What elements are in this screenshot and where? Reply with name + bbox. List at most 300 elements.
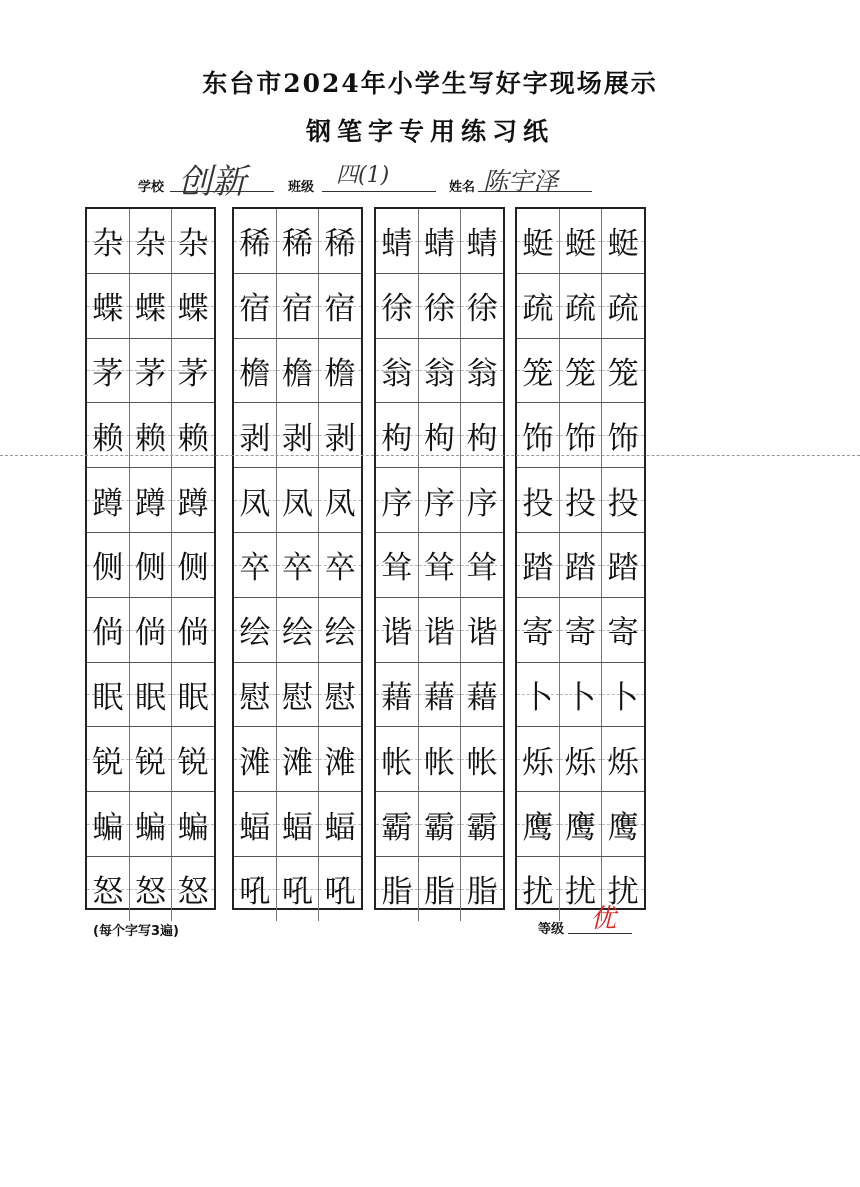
practice-character: 檐 — [239, 355, 271, 392]
practice-character: 宿 — [239, 291, 271, 328]
practice-character: 扰 — [522, 874, 554, 911]
practice-row — [234, 274, 361, 339]
practice-cell — [560, 468, 603, 532]
practice-cell — [87, 468, 130, 532]
practice-cell — [517, 598, 560, 662]
practice-character: 帐 — [424, 744, 455, 781]
practice-cell — [560, 339, 603, 403]
practice-cell — [130, 274, 173, 338]
practice-row — [234, 533, 361, 598]
practice-character: 鹰 — [522, 809, 554, 846]
practice-character: 卜 — [565, 679, 596, 716]
practice-cell — [130, 857, 173, 921]
practice-cell — [560, 533, 603, 597]
practice-character: 蝙 — [92, 809, 124, 846]
practice-cell — [461, 857, 503, 921]
practice-cell — [277, 663, 320, 727]
grade-value: 优 — [590, 904, 617, 934]
practice-character: 耸 — [466, 550, 498, 587]
practice-character: 侧 — [177, 550, 209, 587]
practice-character: 蹲 — [177, 485, 209, 522]
practice-cell — [419, 209, 462, 273]
practice-character: 烁 — [565, 744, 596, 781]
practice-row — [517, 403, 644, 468]
practice-cell — [87, 339, 130, 403]
practice-cell — [130, 403, 173, 467]
practice-row — [87, 792, 214, 857]
practice-character: 吼 — [239, 874, 271, 911]
practice-cell — [130, 468, 173, 532]
practice-cell — [87, 727, 130, 791]
practice-cell — [376, 274, 419, 338]
practice-cell — [517, 663, 560, 727]
practice-character: 脂 — [424, 874, 455, 911]
practice-cell — [560, 598, 603, 662]
practice-cell — [602, 533, 644, 597]
practice-cell — [87, 792, 130, 856]
practice-cell — [234, 468, 277, 532]
name-label: 姓名 — [449, 180, 476, 195]
practice-character: 杂 — [177, 226, 209, 263]
practice-cell — [319, 727, 361, 791]
practice-cell — [319, 468, 361, 532]
page-title: 东台市2024年小学生写好字现场展示 — [202, 69, 658, 98]
practice-cell — [277, 857, 320, 921]
practice-row — [234, 339, 361, 404]
practice-cell — [87, 533, 130, 597]
practice-character: 霸 — [424, 809, 455, 846]
practice-row — [517, 663, 644, 728]
practice-character: 疏 — [565, 291, 596, 328]
practice-cell — [130, 533, 173, 597]
practice-character: 慰 — [239, 679, 271, 716]
practice-row — [517, 727, 644, 792]
practice-row — [517, 274, 644, 339]
practice-character: 翁 — [381, 355, 413, 392]
practice-character: 倘 — [135, 615, 166, 652]
practice-character: 扰 — [565, 874, 596, 911]
practice-character: 序 — [381, 485, 413, 522]
practice-row — [376, 533, 503, 598]
practice-character: 序 — [424, 485, 455, 522]
practice-cell — [602, 857, 644, 921]
practice-cell — [277, 209, 320, 273]
practice-cell — [419, 663, 462, 727]
class-label: 班级 — [288, 180, 315, 195]
practice-cell — [602, 727, 644, 791]
practice-character: 茅 — [177, 355, 209, 392]
practice-cell — [461, 274, 503, 338]
practice-row — [376, 274, 503, 339]
practice-row — [234, 209, 361, 274]
practice-cell — [461, 339, 503, 403]
practice-row — [517, 533, 644, 598]
practice-row — [87, 468, 214, 533]
practice-cell — [517, 533, 560, 597]
practice-cell — [172, 857, 214, 921]
practice-character: 徐 — [381, 291, 413, 328]
practice-row — [517, 598, 644, 663]
practice-character: 蹲 — [92, 485, 124, 522]
practice-row — [87, 598, 214, 663]
practice-cell — [234, 339, 277, 403]
practice-character: 眠 — [177, 679, 209, 716]
practice-character: 蝙 — [177, 809, 209, 846]
practice-row — [517, 857, 644, 921]
practice-character: 滩 — [282, 744, 313, 781]
practice-column — [515, 207, 646, 910]
practice-cell — [602, 468, 644, 532]
practice-column — [374, 207, 505, 910]
practice-character: 檐 — [324, 355, 356, 392]
practice-cell — [234, 533, 277, 597]
practice-character: 倘 — [92, 615, 124, 652]
practice-cell — [277, 403, 320, 467]
practice-character: 投 — [522, 485, 554, 522]
practice-character: 帐 — [381, 744, 413, 781]
practice-cell — [602, 663, 644, 727]
practice-row — [517, 339, 644, 404]
practice-character: 蜻 — [424, 226, 455, 263]
practice-row — [87, 403, 214, 468]
practice-row — [87, 857, 214, 921]
school-value: 创新 — [178, 162, 246, 202]
practice-character: 投 — [565, 485, 596, 522]
practice-row — [376, 663, 503, 728]
practice-character: 锐 — [92, 744, 124, 781]
practice-cell — [517, 727, 560, 791]
practice-cell — [234, 727, 277, 791]
practice-row — [234, 727, 361, 792]
practice-cell — [419, 403, 462, 467]
practice-row — [234, 792, 361, 857]
practice-cell — [87, 274, 130, 338]
practice-cell — [461, 663, 503, 727]
practice-row — [87, 533, 214, 598]
practice-cell — [319, 533, 361, 597]
practice-character: 赖 — [92, 420, 124, 457]
practice-character: 蝶 — [177, 291, 209, 328]
practice-cell — [172, 403, 214, 467]
practice-cell — [234, 209, 277, 273]
practice-row — [376, 468, 503, 533]
practice-character: 卒 — [239, 550, 271, 587]
practice-row — [234, 663, 361, 728]
practice-cell — [376, 533, 419, 597]
practice-character: 侧 — [135, 550, 166, 587]
practice-character: 谐 — [424, 615, 455, 652]
practice-character: 怒 — [135, 874, 166, 911]
practice-cell — [277, 339, 320, 403]
practice-cell — [419, 468, 462, 532]
practice-cell — [130, 339, 173, 403]
practice-cell — [277, 598, 320, 662]
practice-character: 踏 — [522, 550, 554, 587]
practice-cell — [602, 274, 644, 338]
practice-cell — [602, 403, 644, 467]
practice-cell — [376, 598, 419, 662]
practice-character: 倘 — [177, 615, 209, 652]
practice-cell — [172, 339, 214, 403]
practice-cell — [277, 274, 320, 338]
practice-cell — [172, 533, 214, 597]
practice-cell — [560, 274, 603, 338]
practice-cell — [560, 727, 603, 791]
practice-row — [87, 339, 214, 404]
practice-cell — [517, 209, 560, 273]
practice-cell — [172, 274, 214, 338]
practice-column — [232, 207, 363, 910]
practice-cell — [130, 792, 173, 856]
practice-character: 谐 — [466, 615, 498, 652]
practice-cell — [87, 209, 130, 273]
practice-character: 脂 — [466, 874, 498, 911]
practice-character: 吼 — [282, 874, 313, 911]
practice-character: 谐 — [381, 615, 413, 652]
practice-cell — [172, 663, 214, 727]
practice-cell — [517, 857, 560, 921]
practice-character: 脂 — [381, 874, 413, 911]
practice-character: 杂 — [135, 226, 166, 263]
practice-character: 凤 — [282, 485, 313, 522]
practice-character: 茅 — [92, 355, 124, 392]
practice-cell — [234, 792, 277, 856]
practice-character: 扰 — [607, 874, 639, 911]
practice-character: 蝠 — [239, 809, 271, 846]
practice-cell — [87, 403, 130, 467]
practice-character: 眠 — [92, 679, 124, 716]
practice-cell — [602, 209, 644, 273]
practice-cell — [461, 727, 503, 791]
practice-character: 枸 — [466, 420, 498, 457]
practice-row — [376, 792, 503, 857]
practice-cell — [87, 663, 130, 727]
practice-character: 寄 — [607, 615, 639, 652]
practice-cell — [319, 339, 361, 403]
practice-cell — [602, 792, 644, 856]
practice-character: 绘 — [282, 615, 313, 652]
practice-cell — [234, 663, 277, 727]
practice-character: 饰 — [565, 420, 596, 457]
practice-cell — [461, 598, 503, 662]
practice-character: 鹰 — [607, 809, 639, 846]
practice-row — [87, 274, 214, 339]
practice-character: 藉 — [466, 679, 498, 716]
school-label: 学校 — [138, 180, 165, 195]
practice-cell — [376, 209, 419, 273]
practice-row — [376, 598, 503, 663]
practice-cell — [172, 792, 214, 856]
practice-character: 稀 — [324, 226, 356, 263]
practice-character: 耸 — [424, 550, 455, 587]
practice-cell — [277, 792, 320, 856]
practice-character: 卒 — [324, 550, 356, 587]
practice-cell — [319, 274, 361, 338]
practice-cell — [376, 339, 419, 403]
practice-cell — [277, 727, 320, 791]
practice-character: 稀 — [239, 226, 271, 263]
practice-cell — [130, 598, 173, 662]
practice-row — [234, 468, 361, 533]
practice-cell — [130, 663, 173, 727]
practice-character: 蹲 — [135, 485, 166, 522]
practice-character: 徐 — [424, 291, 455, 328]
practice-character: 吼 — [324, 874, 356, 911]
practice-cell — [319, 792, 361, 856]
practice-character: 疏 — [607, 291, 639, 328]
practice-cell — [234, 857, 277, 921]
practice-cell — [234, 598, 277, 662]
practice-character: 饰 — [522, 420, 554, 457]
practice-character: 怒 — [92, 874, 124, 911]
practice-character: 卜 — [522, 679, 554, 716]
practice-character: 笼 — [565, 355, 596, 392]
practice-character: 饰 — [607, 420, 639, 457]
practice-cell — [517, 792, 560, 856]
practice-character: 凤 — [239, 485, 271, 522]
practice-row — [517, 209, 644, 274]
practice-cell — [234, 274, 277, 338]
practice-cell — [87, 857, 130, 921]
practice-character: 蜓 — [522, 226, 554, 263]
practice-cell — [172, 468, 214, 532]
practice-cell — [319, 663, 361, 727]
practice-cell — [376, 403, 419, 467]
practice-character: 凤 — [324, 485, 356, 522]
practice-cell — [172, 598, 214, 662]
practice-character: 翁 — [466, 355, 498, 392]
practice-character: 慰 — [324, 679, 356, 716]
practice-cell — [602, 339, 644, 403]
practice-cell — [319, 857, 361, 921]
practice-character: 赖 — [135, 420, 166, 457]
practice-character: 藉 — [424, 679, 455, 716]
name-value: 陈宇泽 — [483, 167, 559, 196]
practice-character: 锐 — [135, 744, 166, 781]
practice-character: 徐 — [466, 291, 498, 328]
practice-character: 蜓 — [607, 226, 639, 263]
practice-character: 蝠 — [282, 809, 313, 846]
practice-character: 踏 — [607, 550, 639, 587]
practice-character: 剥 — [239, 420, 271, 457]
practice-character: 卜 — [607, 679, 639, 716]
practice-cell — [419, 339, 462, 403]
practice-row — [517, 468, 644, 533]
practice-character: 剥 — [324, 420, 356, 457]
practice-cell — [319, 403, 361, 467]
practice-row — [517, 792, 644, 857]
practice-cell — [461, 209, 503, 273]
practice-cell — [560, 209, 603, 273]
practice-character: 霸 — [381, 809, 413, 846]
practice-row — [376, 857, 503, 921]
practice-cell — [517, 403, 560, 467]
practice-cell — [560, 792, 603, 856]
practice-cell — [560, 663, 603, 727]
practice-cell — [130, 727, 173, 791]
practice-row — [87, 663, 214, 728]
practice-row — [376, 339, 503, 404]
practice-character: 蝶 — [92, 291, 124, 328]
practice-character: 宿 — [324, 291, 356, 328]
practice-character: 枸 — [424, 420, 455, 457]
practice-cell — [517, 339, 560, 403]
practice-character: 蝙 — [135, 809, 166, 846]
practice-row — [87, 209, 214, 274]
practice-character: 蜓 — [565, 226, 596, 263]
practice-row — [376, 403, 503, 468]
practice-row — [376, 727, 503, 792]
practice-cell — [234, 403, 277, 467]
practice-cell — [376, 792, 419, 856]
practice-character: 滩 — [239, 744, 271, 781]
practice-character: 绘 — [324, 615, 356, 652]
practice-cell — [419, 533, 462, 597]
practice-row — [234, 857, 361, 921]
practice-character: 杂 — [92, 226, 124, 263]
practice-cell — [172, 727, 214, 791]
practice-character: 眠 — [135, 679, 166, 716]
practice-character: 檐 — [282, 355, 313, 392]
practice-cell — [172, 209, 214, 273]
practice-character: 蝠 — [324, 809, 356, 846]
practice-character: 卒 — [282, 550, 313, 587]
practice-character: 滩 — [324, 744, 356, 781]
practice-character: 剥 — [282, 420, 313, 457]
practice-character: 赖 — [177, 420, 209, 457]
practice-character: 蜻 — [381, 226, 413, 263]
practice-cell — [419, 274, 462, 338]
practice-character: 怒 — [177, 874, 209, 911]
practice-character: 枸 — [381, 420, 413, 457]
grade-label: 等级 — [538, 922, 565, 937]
practice-character: 烁 — [522, 744, 554, 781]
practice-character: 笼 — [522, 355, 554, 392]
practice-character: 茅 — [135, 355, 166, 392]
practice-character: 疏 — [522, 291, 554, 328]
practice-row — [376, 209, 503, 274]
practice-character: 侧 — [92, 550, 124, 587]
repeat-note: (每个字写3遍) — [93, 924, 179, 939]
practice-row — [234, 598, 361, 663]
practice-cell — [517, 468, 560, 532]
practice-character: 序 — [466, 485, 498, 522]
practice-character: 蜻 — [466, 226, 498, 263]
practice-character: 投 — [607, 485, 639, 522]
practice-character: 寄 — [565, 615, 596, 652]
practice-character: 锐 — [177, 744, 209, 781]
practice-cell — [560, 403, 603, 467]
practice-cell — [461, 403, 503, 467]
practice-character: 笼 — [607, 355, 639, 392]
practice-cell — [319, 598, 361, 662]
practice-row — [234, 403, 361, 468]
practice-cell — [461, 468, 503, 532]
practice-character: 霸 — [466, 809, 498, 846]
practice-character: 鹰 — [565, 809, 596, 846]
practice-cell — [376, 857, 419, 921]
practice-cell — [130, 209, 173, 273]
practice-cell — [517, 274, 560, 338]
practice-character: 烁 — [607, 744, 639, 781]
practice-row — [87, 727, 214, 792]
practice-character: 绘 — [239, 615, 271, 652]
practice-cell — [376, 663, 419, 727]
class-value: 四(1) — [336, 163, 390, 188]
practice-cell — [419, 727, 462, 791]
practice-cell — [602, 598, 644, 662]
practice-character: 藉 — [381, 679, 413, 716]
